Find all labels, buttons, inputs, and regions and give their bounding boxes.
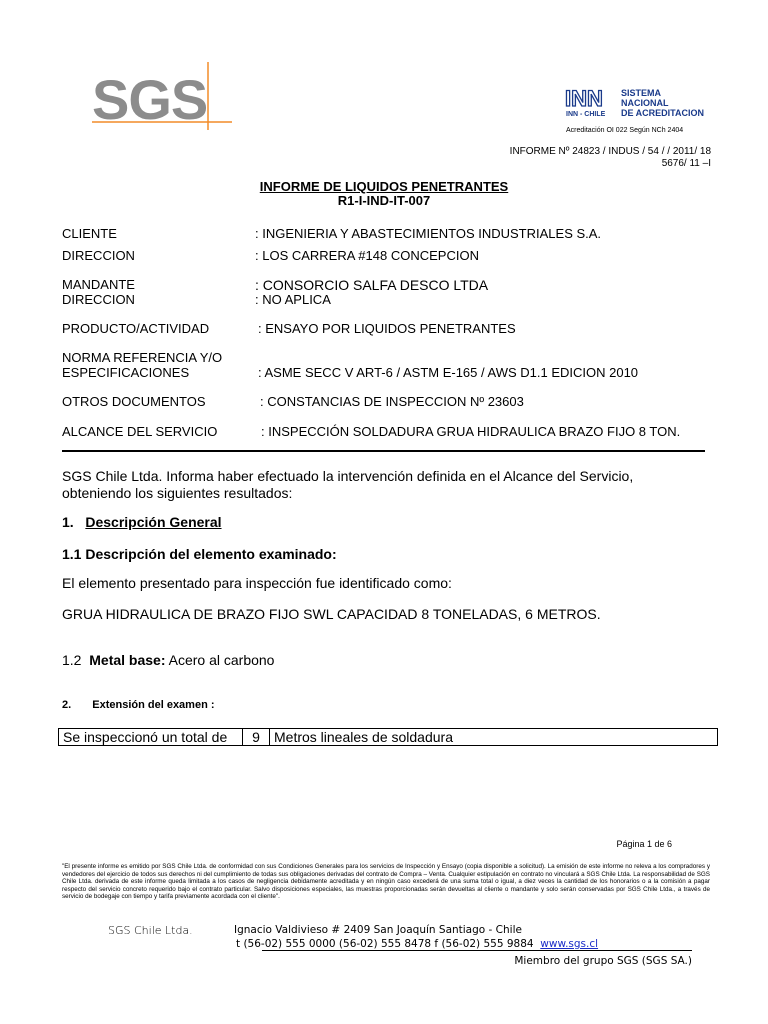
informe-number: [510, 146, 711, 170]
cliente-value: : INGENIERIA Y ABASTECIMIENTOS INDUSTRIALES S.A.: [255, 226, 602, 241]
metal-base-value: Acero al carbono: [168, 652, 275, 668]
metal-base-label: Metal base:: [89, 652, 166, 668]
informe-line2: 5676/ 11 –I: [661, 158, 711, 169]
footer-address-block: [234, 923, 598, 951]
inn-title: [621, 88, 709, 118]
legal-disclaimer: "El presente informe es emitido por SGS Chile Ltda. de conformidad con sus Condiciones Generales para los servicios de Inspección y Ensayo (copia disponible a solicitud). La emisión de este informe no releva a los compradores y vendedores del ejercicio de todos sus derechos ni del cumplimiento de todas sus obligaciones derivadas del contrato de Compra – Venta. Cualquier estipulación en contrato no vinculará a SGS Chile Ltda. La responsabilidad de SGS Chile Ltda. derivada de este informe queda limitada a los casos de negligencia debidamente acreditada y en ningún caso excederá de una suma total o igual, a diez veces la cantidad de los honorarios o a la comisión a pagar respecto del servicio concreto requerido bajo el contrato particular. Salvo disposiciones especiales, las muestras proporcionadas serán devueltas al cliente o mandante y solo serán conservadas por SGS Chile Ltda., a través de servicio de bodegaje con tiempo y tarifa previamente acordada con el cliente".: [62, 863, 710, 901]
title-line1: INFORME DE LIQUIDOS PENETRANTES: [259, 179, 509, 194]
direccion-mandante-label: DIRECCION: [62, 292, 135, 307]
extension-unit-cell: Metros lineales de soldadura: [270, 729, 718, 746]
norma-value: : ASME SECC V ART-6 / ASTM E-165 / AWS D1.1 EDICION 2010: [258, 365, 639, 380]
intro-line1: SGS Chile Ltda. Informa haber efectuado la intervención definida en el Alcance del Servicio,: [62, 468, 634, 484]
sgs-logo-text: SGS: [92, 68, 208, 130]
title-code: R1-I-IND-IT-007: [337, 193, 431, 208]
intro-line2: obteniendo los siguientes resultados:: [62, 485, 293, 501]
element-intro: El elemento presentado para inspección fue identificado como:: [62, 575, 452, 591]
section-1-number: 1.: [62, 514, 74, 530]
element-name: GRUA HIDRAULICA DE BRAZO FIJO SWL CAPACIDAD 8 TONELADAS, 6 METROS.: [62, 606, 601, 622]
inn-line1: SISTEMA NACIONAL: [621, 88, 669, 108]
producto-value: : ENSAYO POR LIQUIDOS PENETRANTES: [258, 321, 516, 336]
otros-label: OTROS DOCUMENTOS: [62, 394, 206, 409]
footer-address: Ignacio Valdivieso # 2409 San Joaquín Santiago - Chile: [234, 924, 522, 936]
intro-paragraph: [62, 468, 633, 502]
table-row: [59, 729, 718, 746]
direccion-value: : LOS CARRERA #148 CONCEPCION: [255, 248, 479, 263]
footer-phones: t (56-02) 555 0000 (56-02) 555 8478 f (56-02) 555 9884: [236, 938, 534, 950]
separator-rule: [62, 450, 705, 452]
website-link[interactable]: www.sgs.cl: [540, 938, 599, 950]
document-title: [0, 180, 768, 208]
section-1-2: [62, 652, 274, 669]
extension-label-cell: Se inspeccionó un total de: [59, 729, 243, 746]
section-1-title: Descripción General: [85, 514, 222, 530]
section-1-heading: [62, 514, 222, 530]
inn-line2: DE ACREDITACION: [621, 108, 704, 118]
alcance-value: : INSPECCIÓN SOLDADURA GRUA HIDRAULICA BRAZO FIJO 8 TON.: [261, 424, 681, 439]
section-2-number: 2.: [62, 699, 72, 711]
alcance-label: ALCANCE DEL SERVICIO: [62, 424, 218, 439]
section-1-1-heading: 1.1 Descripción del elemento examinado:: [62, 546, 337, 562]
extension-table: [58, 728, 718, 746]
otros-value: : CONSTANCIAS DE INSPECCION Nº 23603: [260, 394, 524, 409]
page-number: Página 1 de 6: [616, 839, 672, 849]
cliente-label: CLIENTE: [62, 226, 117, 241]
section-2-heading: [62, 699, 215, 711]
footer-company: SGS Chile Ltda.: [108, 924, 193, 937]
mandante-label: MANDANTE: [62, 277, 135, 292]
norma-label-1: NORMA REFERENCIA Y/O: [62, 350, 223, 365]
footer-contact: [236, 937, 598, 951]
footer-divider: [262, 950, 692, 951]
accreditation-text: Acreditación OI 022 Según NCh 2404: [566, 127, 684, 134]
svg-text:INN: INN: [565, 86, 603, 111]
member-text: Miembro del grupo SGS (SGS SA.): [514, 955, 692, 967]
extension-value-cell: 9: [243, 729, 270, 746]
inn-sub: INN - CHILE: [566, 111, 606, 118]
section-1-2-number: 1.2: [62, 652, 82, 668]
mandante-value: : CONSORCIO SALFA DESCO LTDA: [255, 277, 489, 293]
sgs-logo: [92, 62, 232, 130]
direccion-label: DIRECCION: [62, 248, 135, 263]
direccion-mandante-value: : NO APLICA: [255, 292, 331, 307]
section-2-title: Extensión del examen :: [92, 699, 215, 711]
producto-label: PRODUCTO/ACTIVIDAD: [62, 321, 210, 336]
inn-accreditation-logo: [564, 86, 709, 122]
norma-label-2: ESPECIFICACIONES: [62, 365, 190, 380]
inn-emblem-icon: [564, 86, 620, 114]
informe-line1: INFORME Nº 24823 / INDUS / 54 / / 2011/ 18: [509, 146, 711, 157]
